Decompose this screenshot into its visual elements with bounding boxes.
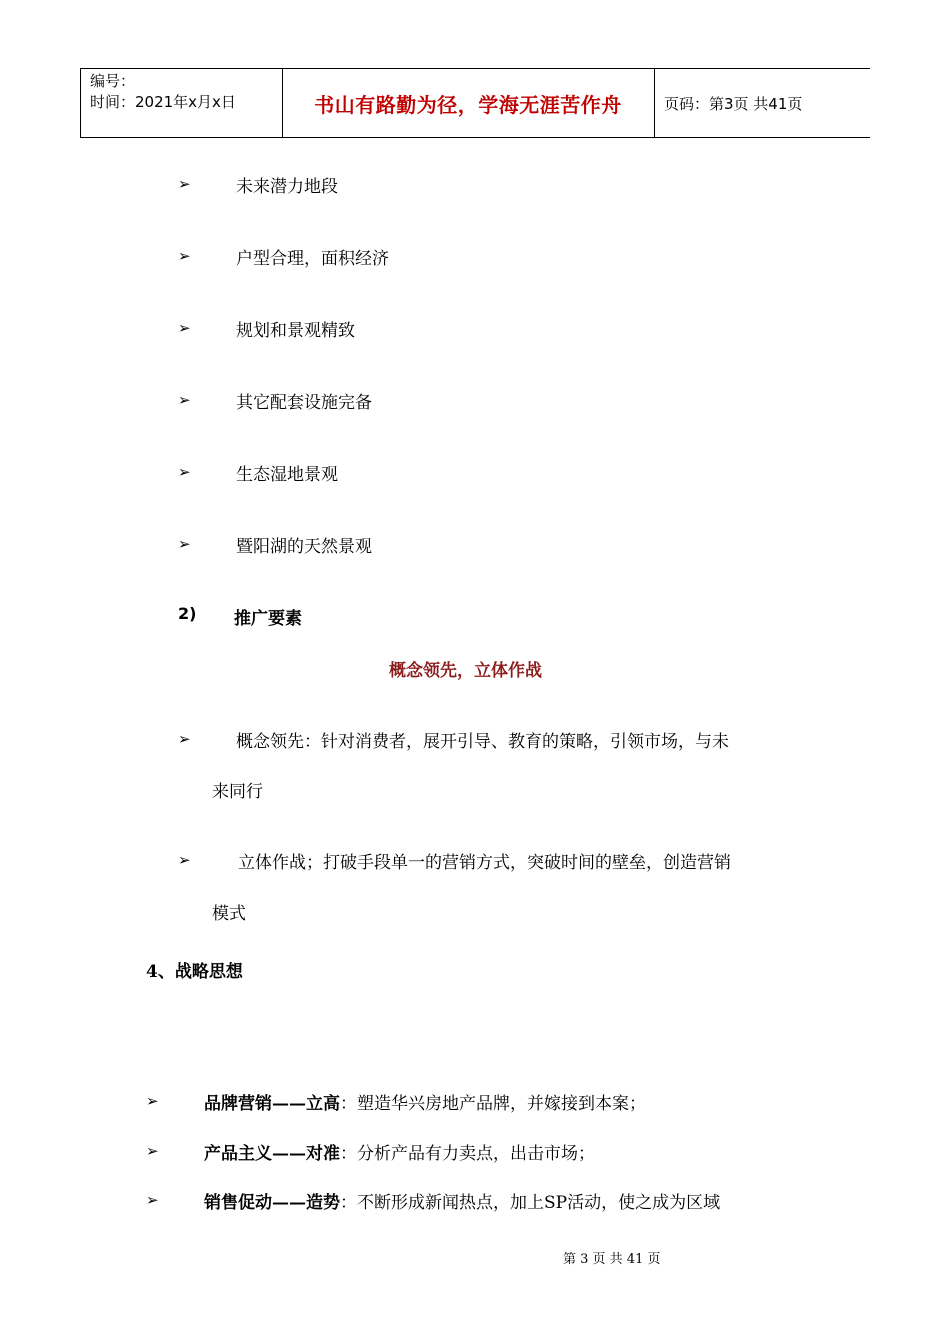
bullet-arrow-icon: ➢ (178, 463, 191, 481)
section-title: 推广要素 (234, 609, 302, 629)
section-title: 4、战略思想 (146, 962, 243, 982)
list-item (204, 1188, 720, 1213)
strategy-term: 销售促动——造势 (204, 1193, 340, 1213)
strategy-term: 品牌营销——立高 (204, 1094, 340, 1114)
header-motto: 书山有路勤为径，学海无涯苦作舟 (314, 93, 622, 117)
header-meta (90, 71, 236, 113)
section-number: 2) (178, 604, 197, 623)
strategy-desc: ：塑造华兴房地产品牌，并嫁接到本案； (340, 1094, 646, 1114)
list-item-continuation: 模式 (212, 904, 246, 924)
bullet-arrow-icon: ➢ (178, 319, 191, 337)
list-item: 其它配套设施完备 (236, 393, 372, 413)
bullet-arrow-icon: ➢ (146, 1092, 159, 1110)
list-item: 生态湿地景观 (236, 465, 338, 485)
bullet-arrow-icon: ➢ (178, 535, 191, 553)
list-item: 规划和景观精致 (236, 321, 355, 341)
bullet-arrow-icon: ➢ (178, 391, 191, 409)
strategy-desc: ：不断形成新闻热点，加上SP活动，使之成为区域 (340, 1193, 721, 1213)
bullet-arrow-icon: ➢ (178, 175, 191, 193)
serial-label: 编号： (90, 72, 136, 90)
strategy-desc: ：分析产品有力卖点，出击市场； (340, 1144, 595, 1164)
list-item: 暨阳湖的天然景观 (236, 537, 372, 557)
list-item (204, 1089, 646, 1114)
bullet-arrow-icon: ➢ (178, 851, 191, 869)
list-item: 户型合理，面积经济 (236, 249, 389, 269)
list-item-continuation: 来同行 (212, 782, 263, 802)
page-footer: 第 3 页 共 41 页 (563, 1252, 661, 1267)
list-item: 立体作战；打破手段单一的营销方式，突破时间的壁垒，创造营销 (238, 853, 731, 873)
section-subtitle: 概念领先，立体作战 (389, 661, 542, 681)
page-header (80, 68, 870, 138)
list-item: 未来潜力地段 (236, 177, 338, 197)
bullet-arrow-icon: ➢ (146, 1142, 159, 1160)
time-label: 时间：2021年x月x日 (90, 93, 236, 111)
bullet-arrow-icon: ➢ (178, 247, 191, 265)
header-page-number: 页码：第3页 共41页 (664, 95, 803, 113)
header-divider (80, 69, 81, 137)
bullet-arrow-icon: ➢ (178, 730, 191, 748)
header-divider (654, 69, 655, 137)
strategy-term: 产品主义——对准 (204, 1144, 340, 1164)
bullet-arrow-icon: ➢ (146, 1191, 159, 1209)
list-item (204, 1139, 595, 1164)
list-item: 概念领先：针对消费者，展开引导、教育的策略，引领市场，与未 (236, 732, 729, 752)
